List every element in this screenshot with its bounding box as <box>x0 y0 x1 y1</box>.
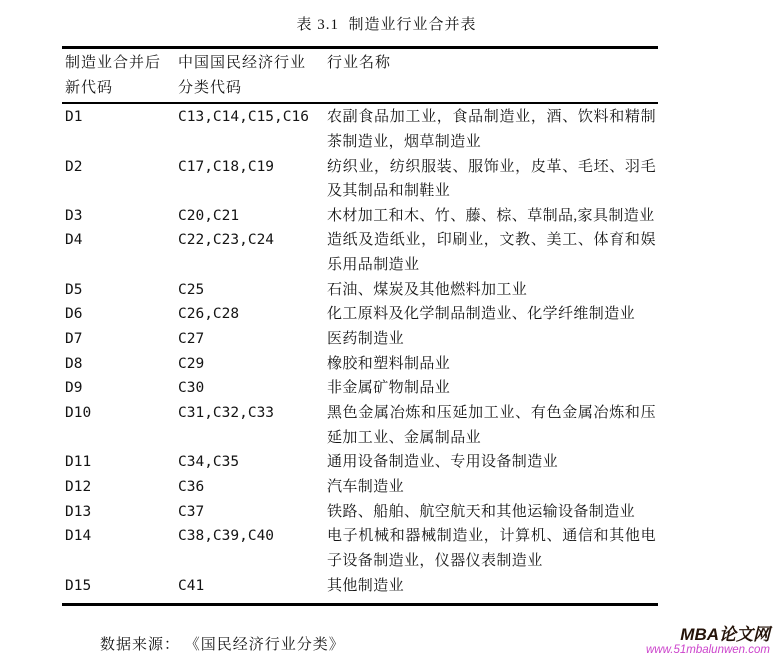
row-new-code: D15 <box>65 577 92 594</box>
table-row <box>65 500 658 525</box>
row-industry-name: 黑色金属冶炼和压延加工业、有色金属冶炼和压延加工业、金属制品业 <box>327 405 656 446</box>
row-class-codes: C38,C39,C40 <box>178 528 275 545</box>
header-industry-name <box>327 51 658 100</box>
row-class-codes: C20,C21 <box>178 207 240 224</box>
header-class-codes-line2: 分类代码 <box>178 79 243 96</box>
row-new-code: D10 <box>65 405 92 422</box>
header-new-code-line2: 新代码 <box>65 79 114 96</box>
row-class-codes: C36 <box>178 479 205 496</box>
row-class-codes: C29 <box>178 355 205 372</box>
row-class-codes: C27 <box>178 331 205 348</box>
table-row <box>65 475 658 500</box>
row-class-codes: C26,C28 <box>178 306 240 323</box>
table-row <box>65 327 658 352</box>
table-row <box>65 302 658 327</box>
row-class-codes: C30 <box>178 380 205 397</box>
header-industry-name-line1: 行业名称 <box>327 55 392 71</box>
table-body <box>62 104 658 606</box>
row-industry-name: 木材加工和木、竹、藤、棕、草制品,家具制造业 <box>327 207 655 224</box>
watermark-site-url: www.51mbalunwen.com <box>645 644 770 656</box>
header-new-code <box>65 51 178 100</box>
row-industry-name: 通用设备制造业、专用设备制造业 <box>327 454 559 471</box>
row-new-code: D12 <box>65 479 92 496</box>
row-new-code: D2 <box>65 158 83 175</box>
table-row <box>65 450 658 475</box>
table-row <box>65 155 658 204</box>
row-industry-name: 汽车制造业 <box>327 479 405 496</box>
row-class-codes: C25 <box>178 281 205 298</box>
row-industry-name: 石油、煤炭及其他燃料加工业 <box>327 281 528 298</box>
table-header-row <box>62 49 658 104</box>
row-industry-name: 电子机械和器械制造业，计算机、通信和其他电子设备制造业，仪器仪表制造业 <box>327 528 656 569</box>
row-industry-name: 非金属矿物制品业 <box>327 380 451 397</box>
row-new-code: D4 <box>65 232 83 249</box>
site-watermark <box>646 625 770 657</box>
table-row <box>65 204 658 229</box>
row-new-code: D9 <box>65 380 83 397</box>
row-new-code: D14 <box>65 528 92 545</box>
watermark-brand-logo: MBA论文网 <box>680 625 770 644</box>
header-class-codes <box>178 51 327 100</box>
row-new-code: D6 <box>65 306 83 323</box>
row-industry-name: 造纸及造纸业，印刷业，文教、美工、体育和娱乐用品制造业 <box>327 232 656 274</box>
row-new-code: D5 <box>65 281 83 298</box>
row-new-code: D11 <box>65 454 92 471</box>
row-industry-name: 农副食品加工业，食品制造业，酒、饮料和精制茶制造业，烟草制造业 <box>327 109 656 150</box>
row-class-codes: C17,C18,C19 <box>178 158 275 175</box>
table-caption: 表 3.1 制造业行业合并表 <box>296 17 477 33</box>
row-new-code: D13 <box>65 503 92 520</box>
table-row <box>65 376 658 401</box>
table-row <box>65 574 658 599</box>
row-industry-name: 橡胶和塑料制品业 <box>327 355 451 372</box>
row-class-codes: C37 <box>178 503 205 520</box>
row-industry-name: 化工原料及化学制品制造业、化学纤维制造业 <box>327 306 636 323</box>
table-row <box>65 105 658 154</box>
header-new-code-line1: 制造业合并后 <box>65 55 162 71</box>
table-row <box>65 228 658 277</box>
row-new-code: D7 <box>65 331 83 348</box>
header-class-codes-line1: 中国国民经济行业 <box>178 55 307 71</box>
row-class-codes: C34,C35 <box>178 454 240 471</box>
row-industry-name: 医药制造业 <box>327 331 405 348</box>
row-new-code: D3 <box>65 207 83 224</box>
row-class-codes: C13,C14,C15,C16 <box>178 109 309 126</box>
industry-merge-table <box>62 46 658 606</box>
row-new-code: D1 <box>65 109 83 126</box>
row-industry-name: 其他制造业 <box>327 577 405 594</box>
row-class-codes: C41 <box>178 577 205 594</box>
table-row <box>65 401 658 450</box>
table-row <box>65 352 658 377</box>
row-new-code: D8 <box>65 355 83 372</box>
data-source-note: 数据来源： 《国民经济行业分类》 <box>100 637 345 653</box>
table-row <box>65 524 658 573</box>
row-industry-name: 纺织业，纺织服装、服饰业，皮革、毛坯、羽毛及其制品和制鞋业 <box>327 158 656 200</box>
row-class-codes: C22,C23,C24 <box>178 232 275 249</box>
row-class-codes: C31,C32,C33 <box>178 405 275 422</box>
table-row <box>65 278 658 303</box>
row-industry-name: 铁路、船舶、航空航天和其他运输设备制造业 <box>327 503 636 520</box>
